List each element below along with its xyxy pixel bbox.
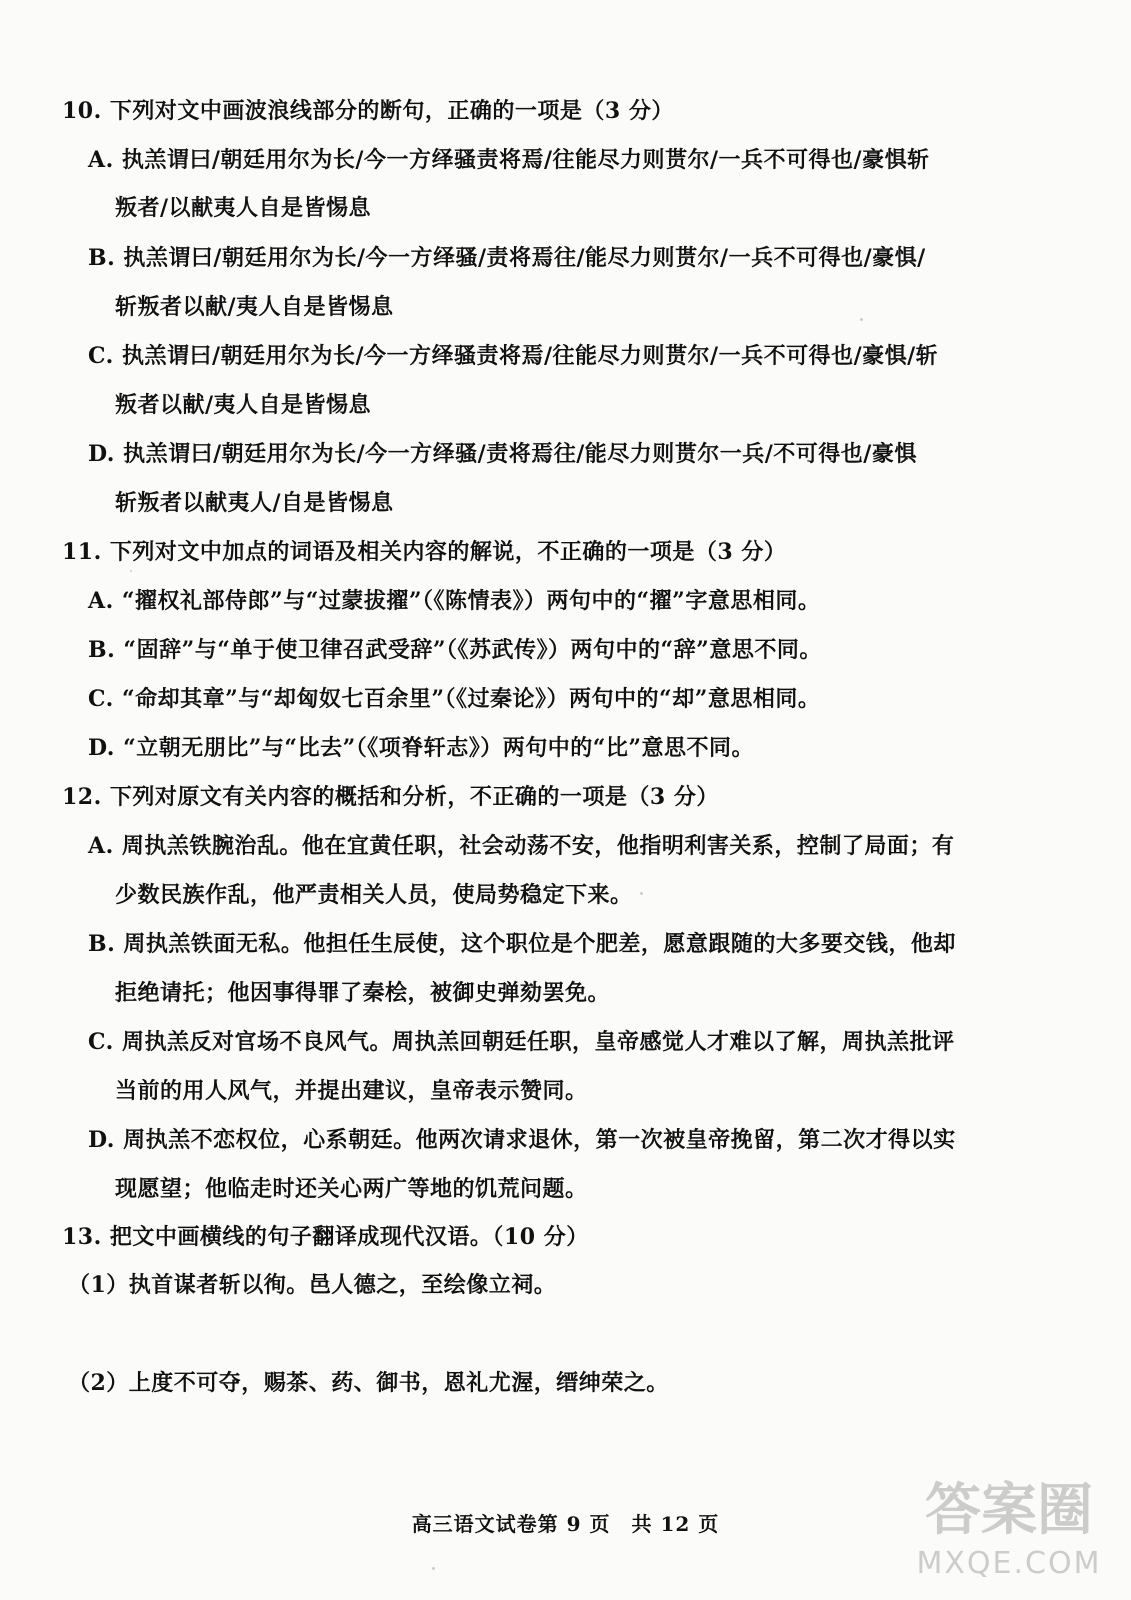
question-11-option-d: D. “立朝无朋比”与“比去”（《项脊轩志》）两句中的“比”意思不同。: [88, 735, 755, 761]
question-11-option-a: A. “擢权礼部侍郎”与“过蒙拔擢”（《陈情表》）两句中的“擢”字意思相同。: [88, 588, 821, 614]
scan-speck: [640, 892, 643, 895]
question-12-option-b-line1: B. 周执羔铁面无私。他担任生辰使，这个职位是个肥差，愿意跟随的大多要交钱，他却: [88, 931, 956, 957]
question-10-option-d-line2: 斩叛者以献夷人/自是皆惕息: [115, 490, 394, 516]
question-10-option-d-line1: D. 执羔谓曰/朝廷用尔为长/今一方绎骚/责将焉往/能尽力则贳尔一兵/不可得也/豪惧: [88, 441, 917, 467]
question-11-stem: 11. 下列对文中加点的词语及相关内容的解说，不正确的一项是（3 分）: [62, 539, 787, 565]
question-10-stem: 10. 下列对文中画波浪线部分的断句，正确的一项是（3 分）: [62, 98, 674, 124]
question-10-option-c-line2: 叛者以献/夷人自是皆惕息: [115, 392, 372, 418]
question-12-option-a-line2: 少数民族作乱，他严责相关人员，使局势稳定下来。: [115, 882, 633, 908]
site-watermark: [909, 1476, 1109, 1586]
question-10-option-b-line2: 斩叛者以献/夷人自是皆惕息: [115, 294, 394, 320]
question-12-option-d-line1: D. 周执羔不恋权位，心系朝廷。他两次请求退休，第一次被皇帝挽留，第二次才得以实: [88, 1127, 956, 1153]
question-12-option-d-line2: 现愿望；他临走时还关心两广等地的饥荒问题。: [115, 1176, 588, 1202]
question-10-option-a-line2: 叛者/以献夷人自是皆惕息: [115, 195, 372, 221]
question-13-stem: 13. 把文中画横线的句子翻译成现代汉语。（10 分）: [62, 1224, 589, 1250]
question-10-option-b-line1: B. 执羔谓曰/朝廷用尔为长/今一方绎骚/责将焉往/能尽力则贳尔/一兵不可得也/豪惧/: [88, 245, 926, 271]
scan-speck: [130, 570, 132, 572]
question-12-stem: 12. 下列对原文有关内容的概括和分析，不正确的一项是（3 分）: [62, 784, 719, 810]
scan-speck: [432, 1567, 435, 1570]
question-10-option-a-line1: A. 执羔谓曰/朝廷用尔为长/今一方绎骚责将焉/往能尽力则贳尔/一兵不可得也/豪惧斩: [88, 147, 930, 173]
question-12-option-c-line1: C. 周执羔反对官场不良风气。周执羔回朝廷任职，皇帝感觉人才难以了解，周执羔批评: [88, 1029, 955, 1055]
question-12-option-a-line1: A. 周执羔铁腕治乱。他在宜黄任职，社会动荡不安，他指明利害关系，控制了局面；有: [88, 833, 955, 859]
watermark-url: MXQE.COM: [916, 1546, 1102, 1581]
question-12-option-c-line2: 当前的用人风气，并提出建议，皇帝表示赞同。: [115, 1078, 588, 1104]
question-11-option-c: C. “命却其章”与“却匈奴七百余里”（《过秦论》）两句中的“却”意思相同。: [88, 686, 821, 712]
question-10-option-c-line1: C. 执羔谓曰/朝廷用尔为长/今一方绎骚责将焉/往能尽力则贳尔/一兵不可得也/豪惧/斩: [88, 343, 939, 369]
question-13-sentence-1: （1）执首谋者斩以徇。邑人德之，至绘像立祠。: [68, 1272, 557, 1298]
page-footer: 高三语文试卷第 9 页 共 12 页: [411, 1512, 720, 1536]
scan-speck: [860, 318, 863, 321]
watermark-logo: 答案圈: [925, 1478, 1093, 1543]
question-12-option-b-line2: 拒绝请托；他因事得罪了秦桧，被御史弹劾罢免。: [115, 980, 611, 1006]
question-11-option-b: B. “固辞”与“单于使卫律召武受辞”（《苏武传》）两句中的“辞”意思不同。: [88, 637, 822, 663]
question-13-sentence-2: （2）上度不可夺，赐茶、药、御书，恩礼尤渥，缙绅荣之。: [68, 1370, 669, 1396]
